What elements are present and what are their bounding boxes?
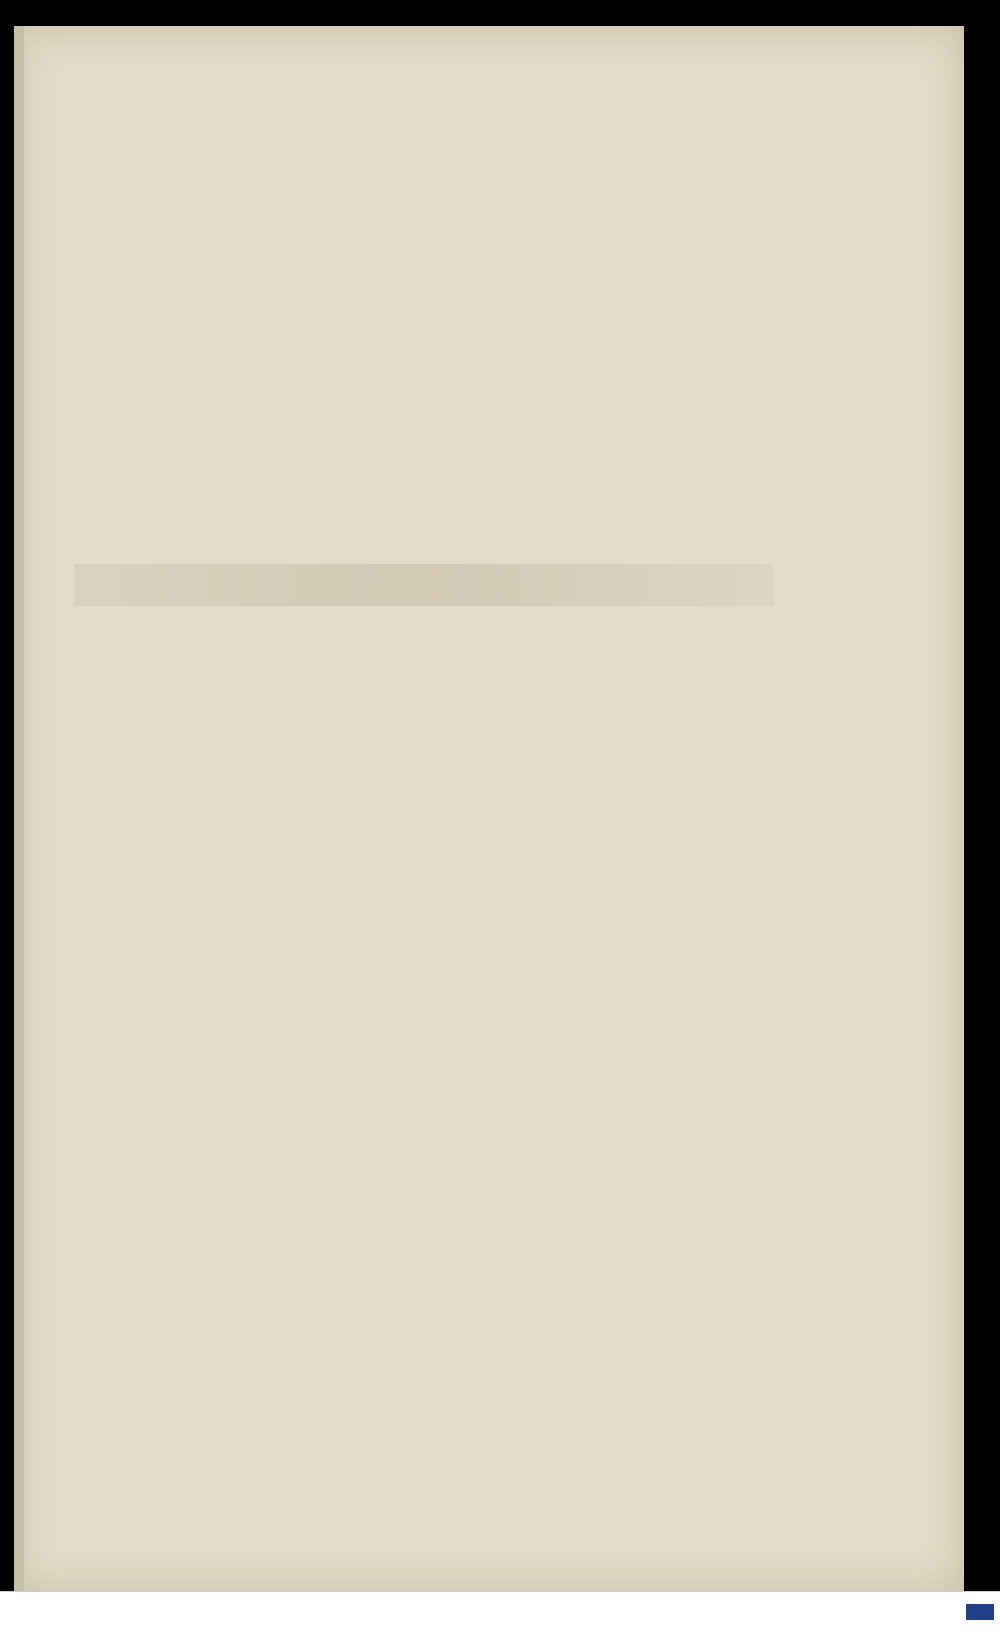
dfg-logo-icon — [966, 1604, 994, 1620]
page-footer-marks — [64, 1310, 824, 1350]
page-edge — [14, 26, 24, 1592]
digitization-footer — [0, 1591, 1000, 1638]
book-page — [14, 26, 964, 1592]
ink-bleed-through — [74, 564, 774, 606]
